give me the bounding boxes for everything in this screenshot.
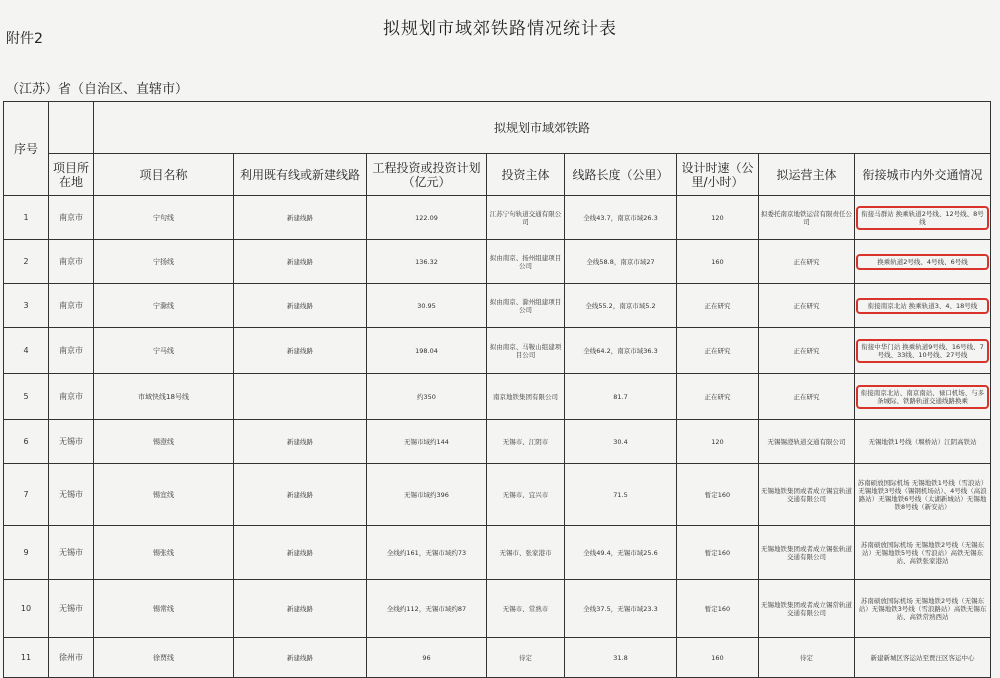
header-no: 序号 bbox=[4, 102, 49, 196]
row-speed-cell: 暂定160 bbox=[677, 526, 759, 580]
group-header-row bbox=[4, 102, 991, 154]
header-operator: 拟运营主体 bbox=[759, 154, 855, 196]
row-investment-cell: 198.04 bbox=[367, 328, 487, 374]
header-name: 项目名称 bbox=[94, 154, 234, 196]
row-operator-cell: 拟委托南京地铁运营有限责任公司 bbox=[759, 196, 855, 240]
row-project-name-cell: 锡常线 bbox=[94, 580, 234, 638]
row-line-type-cell: 新建线路 bbox=[234, 638, 367, 678]
row-investment-cell: 全线约112，无锡市域约87 bbox=[367, 580, 487, 638]
row-number-cell: 9 bbox=[4, 526, 49, 580]
header-investor: 投资主体 bbox=[487, 154, 565, 196]
attachment-label: 附件2 bbox=[6, 31, 43, 47]
row-area-cell: 无锡市 bbox=[49, 464, 94, 526]
row-investor-cell: 拟由南京、滁州组建项目公司 bbox=[487, 284, 565, 328]
row-number-cell: 4 bbox=[4, 328, 49, 374]
row-line-type-cell bbox=[234, 374, 367, 420]
row-investment-cell: 122.09 bbox=[367, 196, 487, 240]
row-investor-cell: 无锡市、常熟市 bbox=[487, 580, 565, 638]
row-speed-cell: 正在研究 bbox=[677, 284, 759, 328]
row-number-cell: 3 bbox=[4, 284, 49, 328]
row-project-name-cell: 宁马线 bbox=[94, 328, 234, 374]
row-investment-cell: 无锡市域约396 bbox=[367, 464, 487, 526]
row-line-type-cell: 新建线路 bbox=[234, 328, 367, 374]
row-line-type-cell: 新建线路 bbox=[234, 526, 367, 580]
row-area-cell: 南京市 bbox=[49, 328, 94, 374]
row-area-cell: 无锡市 bbox=[49, 420, 94, 464]
table-row bbox=[4, 580, 991, 638]
table-row bbox=[4, 464, 991, 526]
row-connection-cell bbox=[855, 328, 991, 374]
row-speed-cell: 暂定160 bbox=[677, 580, 759, 638]
row-project-name-cell: 宁句线 bbox=[94, 196, 234, 240]
row-connection-cell: 苏南硕放国际机场 无锡地铁1号线（雪浪站）无锡地铁3号线（锡钢机场站）、4号线（高浪路站）无锡地铁6号线（太湖新城站）无锡地铁8号线（新安站） bbox=[855, 464, 991, 526]
header-speed: 设计时速（公里/小时） bbox=[677, 154, 759, 196]
row-area-cell: 南京市 bbox=[49, 240, 94, 284]
row-project-name-cell: 宁扬线 bbox=[94, 240, 234, 284]
table-row bbox=[4, 284, 991, 328]
highlight-box: 衔接中华门站 换乘轨道9号线、16号线、7号线、33线、10号线、27号线 bbox=[856, 339, 989, 363]
province-line: （江苏）省（自治区、直辖市） bbox=[6, 82, 189, 97]
header-connection: 衔接城市内外交通情况 bbox=[855, 154, 991, 196]
row-number-cell: 6 bbox=[4, 420, 49, 464]
row-connection-cell bbox=[855, 284, 991, 328]
row-project-name-cell: 锡张线 bbox=[94, 526, 234, 580]
row-investor-cell: 拟由南京、马鞍山组建项目公司 bbox=[487, 328, 565, 374]
row-length-cell: 30.4 bbox=[565, 420, 677, 464]
row-speed-cell: 120 bbox=[677, 196, 759, 240]
row-connection-cell bbox=[855, 196, 991, 240]
row-investor-cell: 待定 bbox=[487, 638, 565, 678]
row-number-cell: 5 bbox=[4, 374, 49, 420]
table-row bbox=[4, 240, 991, 284]
row-investment-cell: 无锡市域约144 bbox=[367, 420, 487, 464]
row-area-cell: 无锡市 bbox=[49, 580, 94, 638]
row-connection-cell: 苏南硕放国际机场 无锡地铁2号线（无锡东站）无锡地铁3号线（雪浪路站）高铁无锡东站、高铁常熟西站 bbox=[855, 580, 991, 638]
row-operator-cell: 无锡地铁集团或者成立锡宜轨道交通有限公司 bbox=[759, 464, 855, 526]
row-connection-cell: 无锡地铁1号线（堰桥站）江阴高铁站 bbox=[855, 420, 991, 464]
row-speed-cell: 160 bbox=[677, 240, 759, 284]
header-blank bbox=[49, 102, 94, 154]
row-investor-cell: 无锡市、张家港市 bbox=[487, 526, 565, 580]
table-row bbox=[4, 374, 991, 420]
row-length-cell: 全线49.4，无锡市域25.6 bbox=[565, 526, 677, 580]
row-number-cell: 11 bbox=[4, 638, 49, 678]
header-investment: 工程投资或投资计划（亿元） bbox=[367, 154, 487, 196]
row-number-cell: 10 bbox=[4, 580, 49, 638]
row-investor-cell: 拟由南京、扬州组建项目公司 bbox=[487, 240, 565, 284]
row-speed-cell: 正在研究 bbox=[677, 374, 759, 420]
row-operator-cell: 正在研究 bbox=[759, 374, 855, 420]
row-project-name-cell: 锡澄线 bbox=[94, 420, 234, 464]
row-operator-cell: 无锡地铁集团或者成立锡常轨道交通有限公司 bbox=[759, 580, 855, 638]
row-number-cell: 2 bbox=[4, 240, 49, 284]
row-project-name-cell: 锡宜线 bbox=[94, 464, 234, 526]
row-line-type-cell: 新建线路 bbox=[234, 580, 367, 638]
row-length-cell: 全线64.2，南京市域36.3 bbox=[565, 328, 677, 374]
row-investment-cell: 30.95 bbox=[367, 284, 487, 328]
row-investor-cell: 无锡市、江阴市 bbox=[487, 420, 565, 464]
row-length-cell: 全线55.2，南京市域5.2 bbox=[565, 284, 677, 328]
statistics-table bbox=[3, 101, 991, 678]
row-operator-cell: 正在研究 bbox=[759, 284, 855, 328]
row-investor-cell: 江苏宁句轨道交通有限公司 bbox=[487, 196, 565, 240]
row-operator-cell: 正在研究 bbox=[759, 240, 855, 284]
row-line-type-cell: 新建线路 bbox=[234, 284, 367, 328]
highlight-box: 换乘轨道2号线、4号线、6号线 bbox=[856, 254, 989, 270]
table-row bbox=[4, 526, 991, 580]
row-speed-cell: 正在研究 bbox=[677, 328, 759, 374]
row-investment-cell: 96 bbox=[367, 638, 487, 678]
row-operator-cell: 无锡地铁集团或者成立锡张轨道交通有限公司 bbox=[759, 526, 855, 580]
row-connection-cell: 新建新城区客运站至贾汪区客运中心 bbox=[855, 638, 991, 678]
row-length-cell: 全线37.5，无锡市域23.3 bbox=[565, 580, 677, 638]
table-row bbox=[4, 420, 991, 464]
row-connection-cell: 苏南硕放国际机场 无锡地铁2号线（无锡东站）无锡地铁5号线（雪浪站）高铁无锡东站、高铁张家港站 bbox=[855, 526, 991, 580]
document-title: 拟规划市域郊铁路情况统计表 bbox=[383, 19, 617, 39]
row-number-cell: 1 bbox=[4, 196, 49, 240]
row-area-cell: 无锡市 bbox=[49, 526, 94, 580]
row-number-cell: 7 bbox=[4, 464, 49, 526]
header-area: 项目所在地 bbox=[49, 154, 94, 196]
row-project-name-cell: 徐贾线 bbox=[94, 638, 234, 678]
row-connection-cell bbox=[855, 374, 991, 420]
highlight-box: 衔接马群站 换乘轨道2号线、12号线、8号线 bbox=[856, 206, 989, 230]
row-area-cell: 南京市 bbox=[49, 284, 94, 328]
row-speed-cell: 160 bbox=[677, 638, 759, 678]
table-row bbox=[4, 196, 991, 240]
row-length-cell: 81.7 bbox=[565, 374, 677, 420]
table-row bbox=[4, 328, 991, 374]
highlight-box: 衔接南京北站 换乘轨道3、4、18号线 bbox=[856, 298, 989, 314]
row-line-type-cell: 新建线路 bbox=[234, 196, 367, 240]
row-investment-cell: 全线约161，无锡市域约73 bbox=[367, 526, 487, 580]
row-connection-cell bbox=[855, 240, 991, 284]
header-length: 线路长度（公里） bbox=[565, 154, 677, 196]
row-speed-cell: 暂定160 bbox=[677, 464, 759, 526]
row-investment-cell: 136.32 bbox=[367, 240, 487, 284]
row-area-cell: 南京市 bbox=[49, 374, 94, 420]
row-length-cell: 全线43.7，南京市域26.3 bbox=[565, 196, 677, 240]
row-line-type-cell: 新建线路 bbox=[234, 464, 367, 526]
row-area-cell: 徐州市 bbox=[49, 638, 94, 678]
row-investor-cell: 无锡市、宜兴市 bbox=[487, 464, 565, 526]
highlight-box: 衔接南京北站、南京南站、禄口机场、与多条城际、铁路轨道交通线路换乘 bbox=[856, 385, 989, 409]
row-project-name-cell: 市域快线18号线 bbox=[94, 374, 234, 420]
row-line-type-cell: 新建线路 bbox=[234, 240, 367, 284]
row-length-cell: 全线58.8，南京市域27 bbox=[565, 240, 677, 284]
row-speed-cell: 120 bbox=[677, 420, 759, 464]
row-investor-cell: 南京地铁集团有限公司 bbox=[487, 374, 565, 420]
row-line-type-cell: 新建线路 bbox=[234, 420, 367, 464]
row-operator-cell: 待定 bbox=[759, 638, 855, 678]
row-operator-cell: 无锡锡澄轨道交通有限公司 bbox=[759, 420, 855, 464]
row-operator-cell: 正在研究 bbox=[759, 328, 855, 374]
row-area-cell: 南京市 bbox=[49, 196, 94, 240]
row-length-cell: 71.5 bbox=[565, 464, 677, 526]
table-body bbox=[4, 196, 991, 678]
row-length-cell: 31.8 bbox=[565, 638, 677, 678]
row-project-name-cell: 宁滁线 bbox=[94, 284, 234, 328]
row-investment-cell: 约350 bbox=[367, 374, 487, 420]
column-header-row bbox=[4, 154, 991, 196]
header-line-type: 利用既有线或新建线路 bbox=[234, 154, 367, 196]
header-group: 拟规划市域郊铁路 bbox=[94, 102, 991, 154]
